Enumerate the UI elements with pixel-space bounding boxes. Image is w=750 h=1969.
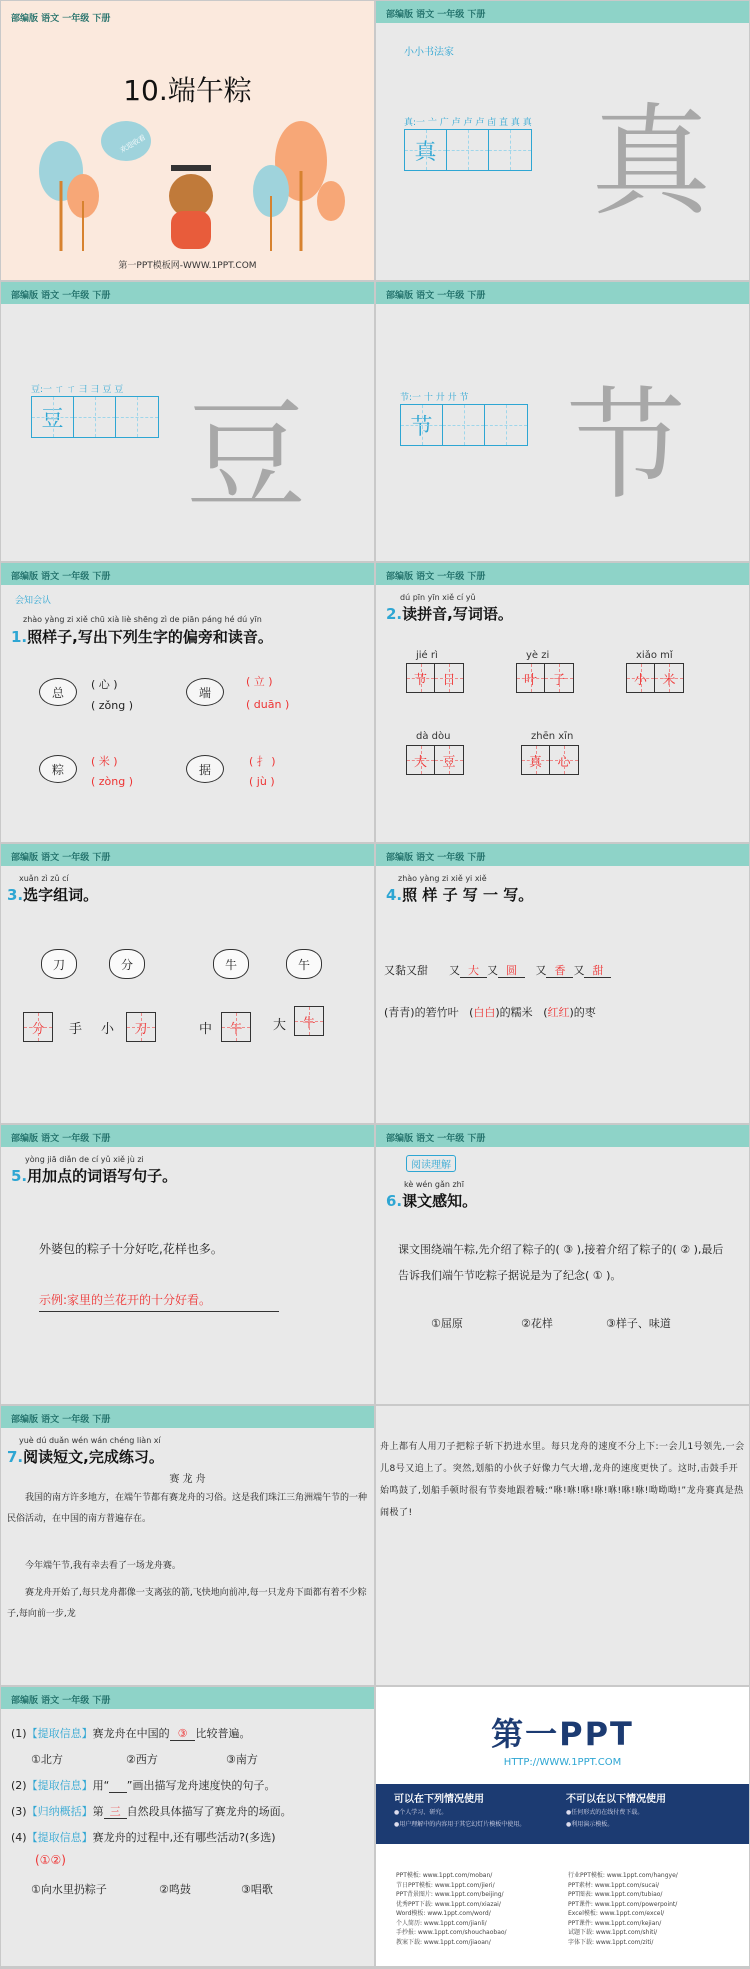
link[interactable]: 优秀PPT下载: www.1ppt.com/xiazai/ [396, 1900, 501, 1908]
reading-answer: ( zǒng ) [91, 699, 134, 712]
question-number: 4. [386, 886, 403, 904]
question-title: 照样子,写出下列生字的偏旁和读音。 [27, 628, 273, 646]
balloon-text: 欢迎收看 [118, 133, 148, 155]
option: ①北方 [31, 1753, 63, 1766]
link[interactable]: PPT图表: www.1ppt.com/tubiao/ [568, 1891, 663, 1898]
link[interactable]: 教案下载: www.1ppt.com/jiaoan/ [396, 1938, 491, 1946]
q-number: (3) [11, 1805, 27, 1818]
question-number: 3. [7, 886, 24, 904]
apple-char: 刀 [41, 949, 77, 979]
q-text: 第 [92, 1805, 104, 1818]
link[interactable]: 手抄报: www.1ppt.com/shouchaobao/ [396, 1929, 507, 1936]
reading-answer: ( duān ) [246, 698, 290, 711]
q-text: 用“ [92, 1779, 110, 1792]
slide-dou [1, 282, 374, 561]
question-pinyin: zhào yàng zi xiě yi xiě [398, 874, 487, 883]
word: )的糯米 [495, 1006, 533, 1019]
word-box [626, 663, 684, 693]
q-number: (4) [11, 1831, 27, 1844]
word-box [406, 745, 464, 775]
example-phrase: 又黏又甜 [384, 964, 428, 977]
header-bar: 部编版 语文 一年级 下册 [376, 282, 749, 304]
grid-char: 节 [401, 405, 443, 445]
word-char: 手 [69, 1022, 83, 1037]
answer-4: (①②) [35, 1853, 66, 1867]
answer-box [23, 1012, 53, 1042]
header-text: 部编版 语文 一年级 下册 [11, 14, 111, 24]
link[interactable]: 字体下载: www.1ppt.com/ziti/ [568, 1938, 654, 1946]
question-row [11, 1803, 292, 1819]
word-char: 小 [101, 1022, 115, 1037]
question-row [11, 1725, 250, 1741]
question-title: 用加点的词语写句子。 [27, 1167, 178, 1185]
word: 又 [448, 964, 460, 977]
question-title: 课文感知。 [402, 1192, 478, 1210]
answer-box [294, 1006, 324, 1036]
link[interactable]: PPT课件: www.1ppt.com/powerpoint/ [568, 1900, 678, 1908]
link[interactable]: 节日PPT模板: www.1ppt.com/jieri/ [396, 1881, 495, 1889]
crab-char: 端 [186, 678, 224, 706]
question-heading [386, 884, 533, 905]
question-number: 1. [11, 628, 28, 646]
q-text: 自然段具体描写了赛龙舟的场面。 [126, 1805, 292, 1818]
cannot-item: ●任何形式的在线付费下载。 [566, 1809, 644, 1816]
word-char: 大 [273, 1018, 287, 1033]
header-bar: 部编版 语文 一年级 下册 [1, 1406, 374, 1428]
passage-text: 课文围绕端午粽,先介绍了粽子的( ③ ),接着介绍了粽子的( ② ),最后告诉我们端午节吃粽子据说是为了纪念( ① )。 [398, 1243, 724, 1282]
q-text: ”画出描写龙舟速度快的句子。 [126, 1779, 276, 1792]
apple-char: 分 [109, 949, 145, 979]
question-heading [11, 626, 273, 647]
slide-word-choice [1, 844, 374, 1123]
word: ( [469, 1006, 474, 1019]
word: )的枣 [569, 1006, 596, 1019]
link[interactable]: PPT素材: www.1ppt.com/sucai/ [568, 1881, 660, 1889]
link[interactable]: 个人简历: www.1ppt.com/jianli/ [396, 1919, 487, 1927]
answer: 红红 [547, 1006, 570, 1019]
header-bar: 部编版 语文 一年级 下册 [376, 844, 749, 866]
word-pinyin: zhēn xīn [531, 731, 574, 742]
section-label: 小小书法家 [404, 47, 454, 58]
example-phrase: (青青)的箬竹叶 [384, 1006, 459, 1019]
answer-char: 牛 [295, 1007, 323, 1035]
stroke-order: 豆:一 ㄒ ㄒ 彐 彐 豆 豆 [31, 385, 124, 395]
word-char: 日 [435, 664, 463, 692]
apple-char: 午 [286, 949, 322, 979]
cannot-title: 不可以在以下情况使用 [566, 1794, 666, 1805]
q-text: 比较普遍。 [195, 1727, 251, 1740]
answer-box [221, 1012, 251, 1042]
slide-credits [376, 1687, 749, 1966]
link[interactable]: Excel模板: www.1ppt.com/excel/ [568, 1910, 665, 1917]
link[interactable]: PPT课件: www.1ppt.com/kejian/ [568, 1919, 662, 1927]
header-bar: 部编版 语文 一年级 下册 [1, 844, 374, 866]
answer: 香 [546, 964, 573, 978]
slide-text-perception [376, 1125, 749, 1404]
pattern-line [384, 962, 611, 978]
link[interactable]: 试题下载: www.1ppt.com/shiti/ [568, 1929, 658, 1936]
reading-answer: ( zòng ) [91, 775, 134, 788]
radical-answer: ( 扌 ) [249, 755, 276, 768]
link[interactable]: PPT模板: www.1ppt.com/moban/ [396, 1872, 493, 1879]
word: ( [543, 1006, 548, 1019]
word-char: 米 [655, 664, 683, 692]
grid-char: 豆 [32, 397, 74, 437]
q-answer [109, 1779, 126, 1793]
option: ③样子、味道 [606, 1317, 671, 1330]
header-bar: 部编版 语文 一年级 下册 [1, 1687, 374, 1709]
writing-grid [400, 404, 528, 446]
site-url[interactable]: HTTP://WWW.1PPT.COM [503, 1757, 622, 1768]
can-title: 可以在下列情况使用 [394, 1794, 484, 1805]
cannot-item: ●利用演示模板。 [566, 1821, 614, 1828]
option: ①屈原 [431, 1317, 463, 1330]
q-text: 赛龙舟在中国的 [92, 1727, 170, 1740]
word-char: 大 [407, 746, 435, 774]
q-tag: 【提取信息】 [26, 1779, 93, 1792]
section-label: 阅读理解 [406, 1155, 456, 1172]
question-number: 2. [386, 605, 403, 623]
word-char: 节 [407, 664, 435, 692]
can-item: ●用户理解中的内容用于其它幻灯片模板中使用。 [394, 1821, 526, 1828]
q-tag: 【提取信息】 [26, 1831, 93, 1844]
header-bar: 部编版 语文 一年级 下册 [1, 563, 374, 585]
q-answer: ③ [170, 1727, 196, 1741]
word-char: 叶 [517, 664, 545, 692]
story-paragraph: 赛龙舟开始了,每只龙舟都像一支离弦的箭,飞快地向前冲,每一只龙舟下面都有着不少粽子,每向前一步,龙 [7, 1588, 367, 1619]
word-pinyin: dà dòu [416, 731, 451, 742]
q-tag: 【归纳概括】 [26, 1805, 93, 1818]
word-char: 豆 [435, 746, 463, 774]
q-tag: 【提取信息】 [26, 1727, 93, 1740]
slide-reading-cont [376, 1406, 749, 1685]
writing-grid [31, 396, 159, 438]
question-pinyin: xuǎn zì zǔ cí [19, 874, 69, 883]
page-title: 10.端午粽 [123, 74, 252, 107]
grid-char: 真 [405, 130, 447, 170]
word-box [516, 663, 574, 693]
question-heading [386, 1190, 477, 1211]
story-title: 赛 龙 舟 [169, 1474, 206, 1485]
slide-reading [1, 1406, 374, 1685]
word: 又 [535, 964, 547, 977]
question-title: 选字组词。 [23, 886, 99, 904]
word-box [406, 663, 464, 693]
option: ②鸣鼓 [159, 1883, 191, 1896]
story-paragraph: 今年端午节,我有幸去看了一场龙舟赛。 [25, 1561, 181, 1571]
question-pinyin: kè wén gǎn zhī [404, 1180, 464, 1189]
big-character: 节 [566, 377, 686, 516]
link-column [396, 1871, 507, 1947]
question-pinyin: yòng jiā diǎn de cí yǔ xiě jù zi [25, 1155, 144, 1164]
word: 又 [486, 964, 498, 977]
header-bar: 部编版 语文 一年级 下册 [376, 1125, 749, 1147]
stroke-order: 真:一 亠 广 卢 卢 卢 卣 直 真 真 [404, 118, 532, 128]
word-char: 真 [522, 746, 550, 774]
question-row [11, 1777, 275, 1793]
word-char: 子 [545, 664, 573, 692]
slide-exercises [1, 1687, 374, 1966]
answer: 白白 [473, 1006, 496, 1019]
word-char: 小 [627, 664, 655, 692]
q-answer: 三 [104, 1805, 127, 1819]
word-pinyin: xiǎo mǐ [636, 650, 673, 661]
question-heading [7, 884, 98, 905]
word-char: 心 [550, 746, 578, 774]
example-sentence: 外婆包的粽子十分好吃,花样也多。 [39, 1242, 223, 1256]
link[interactable]: PPT背景图片: www.1ppt.com/beijing/ [396, 1891, 504, 1898]
slide-pinyin-words [376, 563, 749, 842]
apple-char: 牛 [213, 949, 249, 979]
q-number: (1) [11, 1727, 27, 1740]
answer: 甜 [584, 964, 611, 978]
option: ②花样 [521, 1317, 553, 1330]
question-heading [7, 1446, 164, 1467]
question-number: 6. [386, 1192, 403, 1210]
q-number: (2) [11, 1779, 27, 1792]
tree-illustration [21, 101, 361, 261]
section-label: 会知会认 [15, 596, 52, 606]
option: ③唱歌 [241, 1883, 273, 1896]
word-char: 中 [199, 1022, 213, 1037]
question-pinyin: dú pīn yīn xiě cí yǔ [400, 593, 476, 602]
story-paragraph: 我国的南方许多地方，在端午节都有赛龙舟的习俗。这是我们珠江三角洲端午节的一种民俗活动，在中国的南方普遍存在。 [7, 1493, 368, 1524]
link[interactable]: 行业PPT模板: www.1ppt.com/hangye/ [568, 1872, 678, 1879]
word-box [521, 745, 579, 775]
reading-answer: ( jù ) [249, 775, 275, 788]
header-bar: 部编版 语文 一年级 下册 [376, 563, 749, 585]
story-paragraph: 舟上都有人用刀子把粽子斩下扔进水里。每只龙舟的速度不分上下:一会儿1号领先,一会儿8号又追上了。突然,划船的小伙子好像力气大增,龙舟的速度更快了。这时,击鼓手开始鸣鼓了,划船手顿时很有节奏地跟着喊:“咻!咻!咻!咻!咻!咻!咻!呦呦呦!”龙舟赛真是热闹极了! [380, 1442, 745, 1518]
header-bar: 部编版 语文 一年级 下册 [1, 1125, 374, 1147]
big-character: 真 [591, 93, 711, 232]
link[interactable]: Word模板: www.1ppt.com/word/ [396, 1910, 491, 1917]
slide-imitate [376, 844, 749, 1123]
crab-char: 总 [39, 678, 77, 706]
radical-answer: ( 立 ) [246, 675, 273, 688]
question-title: 读拼音,写词语。 [402, 605, 513, 623]
answer-char: 午 [222, 1013, 250, 1041]
slide-radicals [1, 563, 374, 842]
big-character: 豆 [186, 387, 306, 526]
header-bar: 部编版 语文 一年级 下册 [376, 1, 749, 23]
question-title: 阅读短文,完成练习。 [23, 1448, 164, 1466]
option: ③南方 [226, 1753, 258, 1766]
footer-text: 第一PPT模板网-WWW.1PPT.COM [118, 261, 257, 271]
question-pinyin: yuè dú duǎn wén wán chéng liàn xí [19, 1436, 161, 1445]
can-item: ●个人学习、研究。 [394, 1809, 448, 1816]
radical-answer: ( 米 ) [91, 755, 118, 768]
answer-char: 刀 [127, 1013, 155, 1041]
question-title: 照 样 子 写 一 写。 [402, 886, 534, 904]
option: ①向水里扔粽子 [31, 1883, 107, 1896]
q-text: 赛龙舟的过程中,还有哪些活动?(多选) [92, 1831, 276, 1844]
answer: 圆 [498, 964, 525, 978]
question-number: 7. [7, 1448, 24, 1466]
answer-char: 分 [24, 1013, 52, 1041]
slide-title [1, 1, 374, 280]
slide-jie [376, 282, 749, 561]
question-number: 5. [11, 1167, 28, 1185]
word-pinyin: jié rì [416, 650, 438, 661]
question-heading [386, 603, 513, 624]
slide-sentence [1, 1125, 374, 1404]
stroke-order: 节:一 十 廾 廾 节 [400, 393, 469, 403]
pattern-line [384, 1004, 596, 1020]
crab-char: 粽 [39, 755, 77, 783]
question-row [11, 1829, 276, 1845]
header-bar: 部编版 语文 一年级 下册 [1, 282, 374, 304]
answer: 大 [460, 964, 487, 978]
question-pinyin: zhào yàng zi xiě chū xià liè shēng zì de piān páng hé dú yīn [23, 615, 262, 624]
question-heading [11, 1165, 177, 1186]
writing-grid [404, 129, 532, 171]
word-pinyin: yè zi [526, 650, 550, 661]
slide-zhen [376, 1, 749, 280]
logo: 第一PPT [491, 1715, 634, 1753]
answer-example: 示例:家里的兰花开的十分好看。 [39, 1291, 279, 1312]
radical-answer: ( 心 ) [91, 678, 118, 691]
answer-box [126, 1012, 156, 1042]
option: ②西方 [126, 1753, 158, 1766]
crab-char: 据 [186, 755, 224, 783]
word: 又 [573, 964, 585, 977]
link-column [568, 1871, 678, 1947]
